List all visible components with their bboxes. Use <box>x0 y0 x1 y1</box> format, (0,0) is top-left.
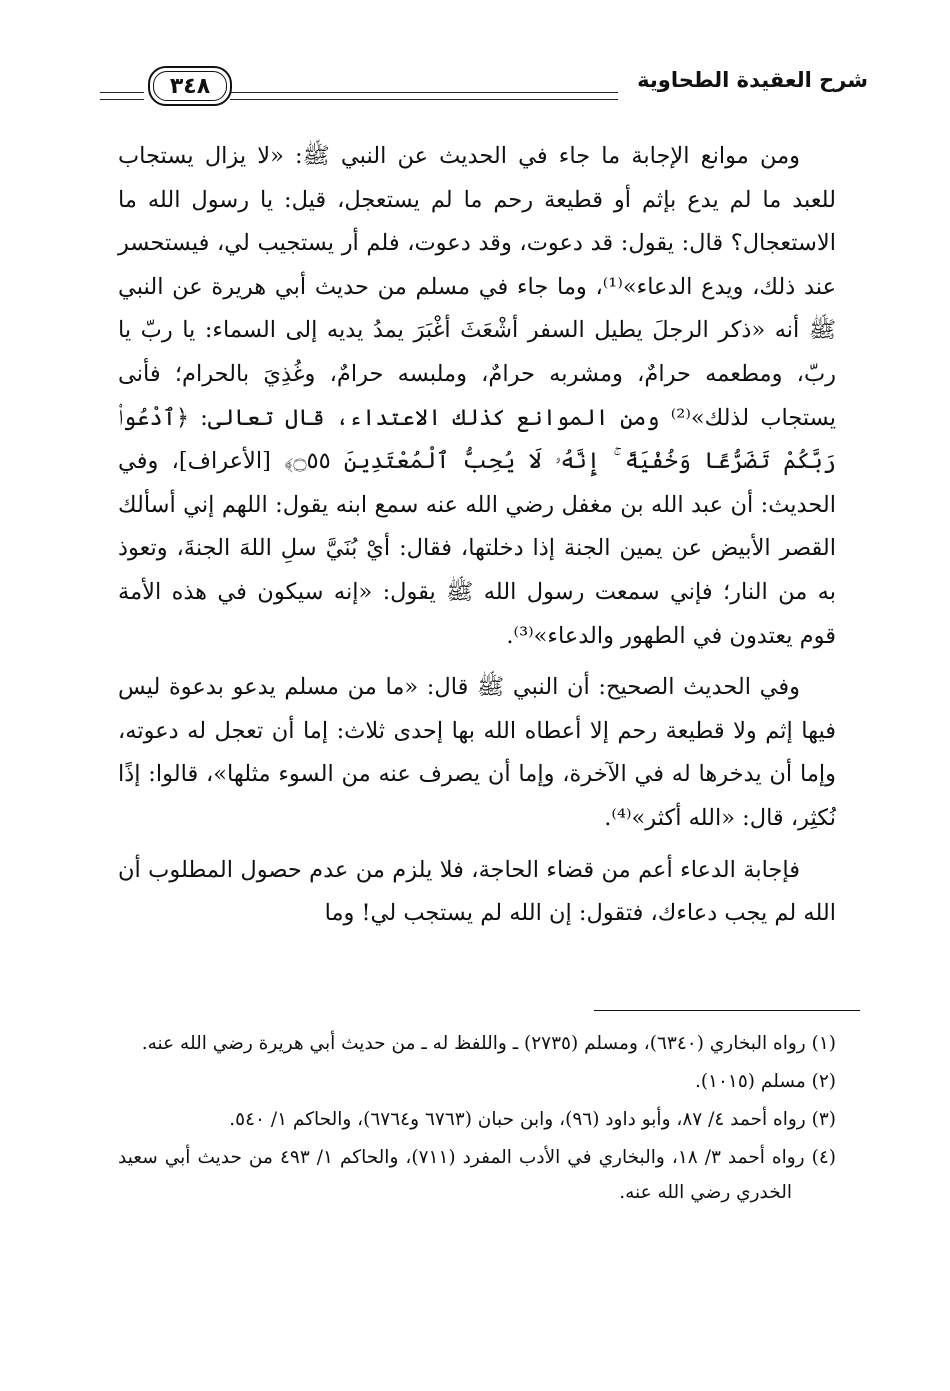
header-rule <box>230 92 618 100</box>
paragraph: فإجابة الدعاء أعم من قضاء الحاجة، فلا يلزم من عدم حصول المطلوب أن الله لم يجب دعاءك، فتقول: إن الله لم يستجب لي! وما <box>118 856 836 927</box>
page-number-frame <box>148 66 232 106</box>
page-number: ٣٤٨ <box>169 73 211 99</box>
footnote-4: (٤) رواه أحمد ٣/ ١٨، والبخاري في الأدب المفرد (٧١١)، والحاكم ١/ ٤٩٣ من حديث أبي سعيد الخدري رضي الله عنه. <box>118 1147 837 1203</box>
main-text <box>118 135 836 936</box>
footnote-3: (٣) رواه أحمد ٤/ ٨٧، وأبو داود (٩٦)، وابن حبان (٦٧٦٣ و٦٧٦٤)، والحاكم ١/ ٥٤٠. <box>229 1109 836 1130</box>
footnotes <box>118 1026 836 1213</box>
header-rule-short <box>100 92 144 100</box>
page-header <box>100 62 868 116</box>
paragraph: ومن موانع الإجابة ما جاء في الحديث عن النبي ﷺ: «لا يزال يستجاب للعبد ما لم يدع بإثم أو قطيعة رحم ما لم يستعجل، قيل: يا رسول الله ما الاستعجال؟ قال: يقول: قد دعوت، وقد دعوت، فلم أر يستجيب لي، فيستحسر عند ذلك، ويدع الدعاء»⁽¹⁾، وما جاء في مسلم من حديث أبي هريرة عن النبي ﷺ أنه «ذكر الرجلَ يطيل السفر أشْعَثَ أغْبَرَ يمدُ يديه إلى السماء: يا ربّ يا ربّ، ومطعمه حرامٌ، ومشربه حرامٌ، وملبسه حرامٌ، وغُذِيَ بالحرام؛ فأنى يستجاب لذلك»⁽²⁾ ومن الموانع كذلك الاعتداء، قال تعالى: ﴿ٱدْعُوا۟ رَبَّكُمْ تَضَرُّعًا وَخُفْيَةً ۚ إِنَّهُۥ لَا يُحِبُّ ٱلْمُعْتَدِينَ ۝٥٥﴾ [الأعراف]، وفي الحديث: أن عبد الله بن مغفل رضي الله عنه سمع ابنه يقول: اللهم إني أسألك القصر الأبيض عن يمين الجنة إذا دخلتها، فقال: أيْ بُنَيَّ سلِ اللهَ الجنةَ، وتعوذ به من النار؛ فإني سمعت رسول الله ﷺ يقول: «إنه سيكون في هذه الأمة قوم يعتدون في الطهور والدعاء»⁽³⁾. <box>118 143 837 649</box>
paragraph: وفي الحديث الصحيح: أن النبي ﷺ قال: «ما من مسلم يدعو بدعوة ليس فيها إثم ولا قطيعة رحم إلا أعطاه الله بها إحدى ثلاث: إما أن تعجل له دعوته، وإما أن يدخرها له في الآخرة، وإما أن يصرف عنه من السوء مثلها»، قالوا: إذًا نُكثِر، قال: «الله أكثر»⁽⁴⁾. <box>118 674 836 831</box>
footnote-1: (١) رواه البخاري (٦٣٤٠)، ومسلم (٢٧٣٥) ـ واللفظ له ـ من حديث أبي هريرة رضي الله عنه. <box>141 1033 836 1054</box>
footnote-2: (٢) مسلم (١٠١٥). <box>694 1071 836 1092</box>
book-title: شرح العقيدة الطحاوية <box>637 68 868 92</box>
footnote-separator <box>594 1010 860 1011</box>
